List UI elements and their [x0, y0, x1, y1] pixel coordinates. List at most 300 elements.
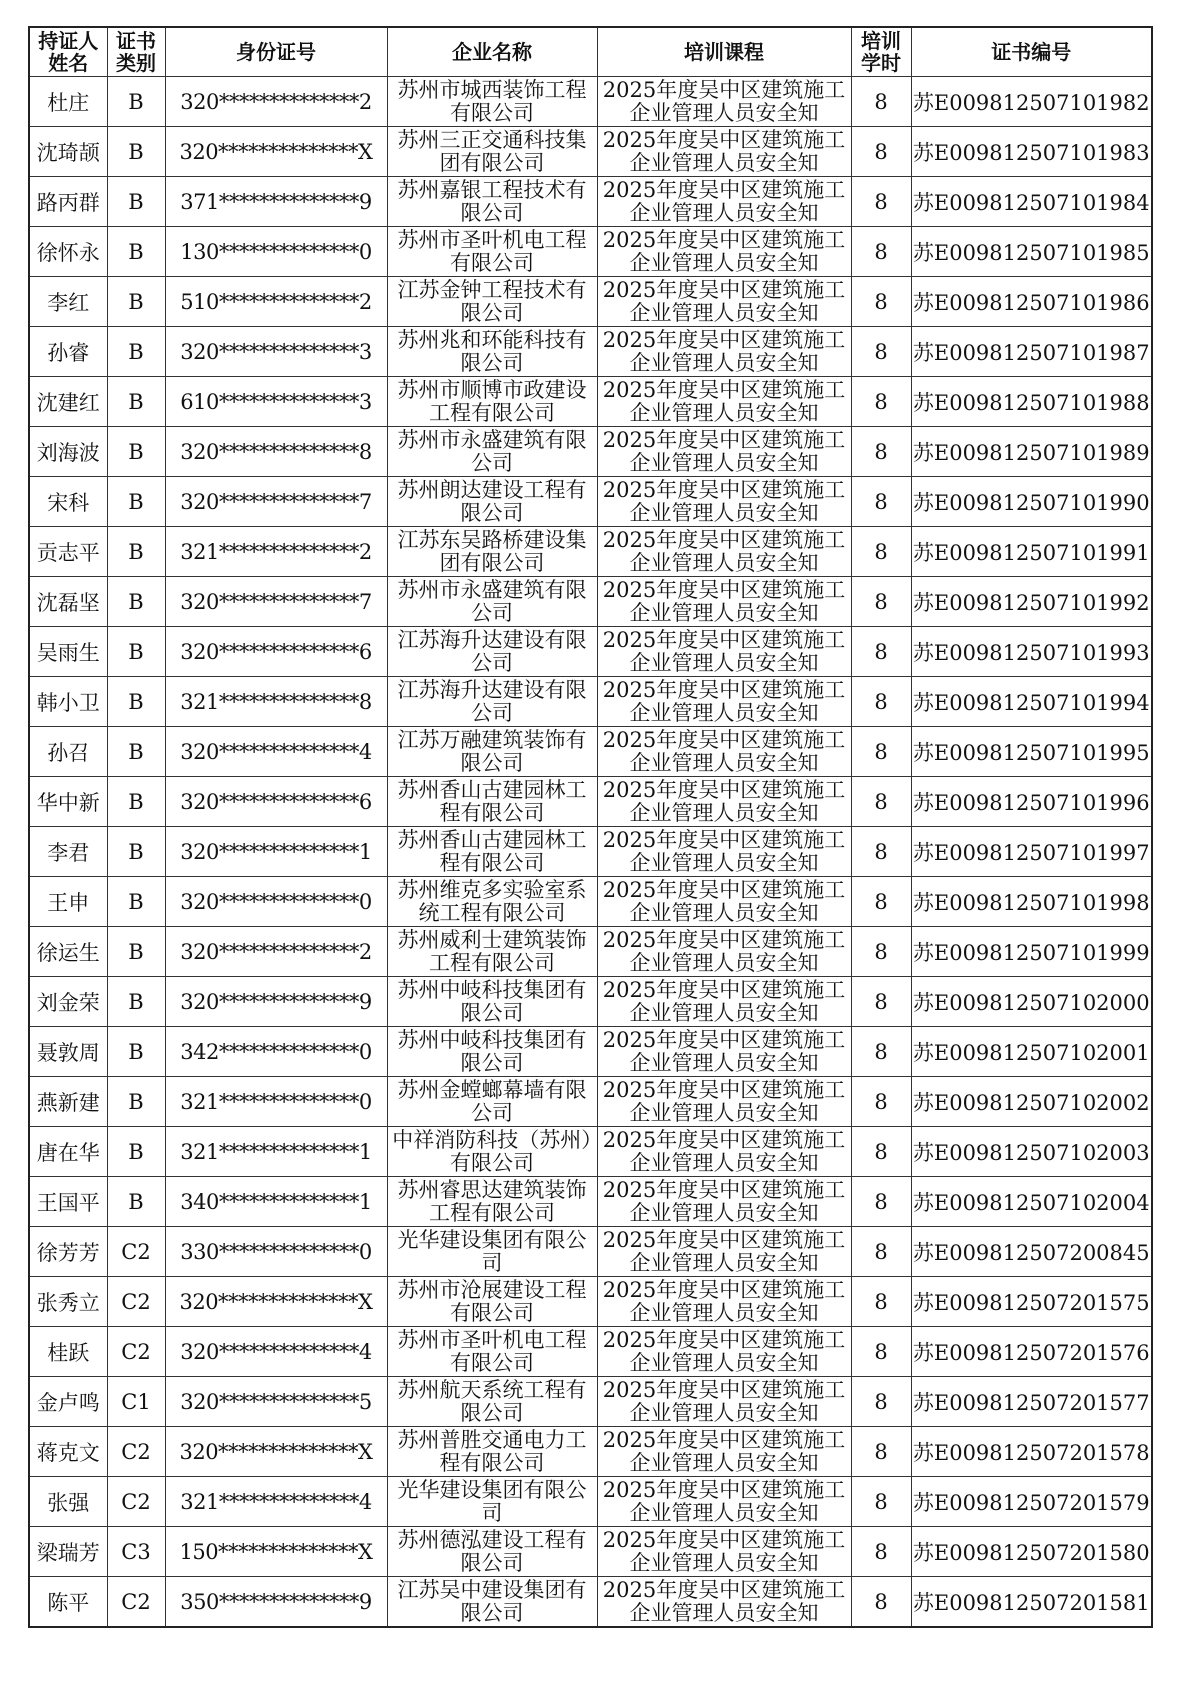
cell-hours: 8 — [851, 877, 911, 927]
cell-cert-number: 苏E009812507201580 — [911, 1527, 1152, 1577]
cell-course-text: 2025年度吴中区建筑施工企业管理人员安全知 — [602, 378, 846, 425]
cell-category: B — [107, 1127, 165, 1177]
cell-company-text: 江苏万融建筑装饰有限公司 — [397, 728, 587, 775]
cell-category: B — [107, 77, 165, 127]
cell-course — [597, 77, 851, 127]
cell-name: 王国平 — [29, 1177, 107, 1227]
cell-company — [387, 327, 597, 377]
cell-name: 刘海波 — [29, 427, 107, 477]
cell-name: 刘金荣 — [29, 977, 107, 1027]
cell-hours: 8 — [851, 1477, 911, 1527]
header-id: 身份证号 — [165, 27, 387, 77]
cell-name: 宋科 — [29, 477, 107, 527]
cell-cert-number: 苏E009812507101986 — [911, 277, 1152, 327]
cell-category: B — [107, 627, 165, 677]
table-row — [29, 1127, 1152, 1177]
cell-cert-number: 苏E009812507200845 — [911, 1227, 1152, 1277]
cell-name: 金卢鸣 — [29, 1377, 107, 1427]
cell-id-number: 320**************6 — [165, 777, 387, 827]
cell-company-text: 苏州德泓建设工程有限公司 — [397, 1528, 587, 1575]
cell-id-number: 610**************3 — [165, 377, 387, 427]
cell-cert-number: 苏E009812507201581 — [911, 1577, 1152, 1628]
cell-cert-number: 苏E009812507101998 — [911, 877, 1152, 927]
cell-name: 桂跃 — [29, 1327, 107, 1377]
table-row — [29, 627, 1152, 677]
cell-cert-number: 苏E009812507201575 — [911, 1277, 1152, 1327]
cell-id-number: 321**************1 — [165, 1127, 387, 1177]
cell-company — [387, 927, 597, 977]
cell-name: 孙睿 — [29, 327, 107, 377]
cell-cert-number: 苏E009812507102001 — [911, 1027, 1152, 1077]
cell-hours: 8 — [851, 977, 911, 1027]
cell-category: C2 — [107, 1577, 165, 1628]
cell-cert-number: 苏E009812507201576 — [911, 1327, 1152, 1377]
cell-name: 王申 — [29, 877, 107, 927]
cell-company-text: 光华建设集团有限公司 — [397, 1228, 587, 1275]
cell-id-number: 371**************9 — [165, 177, 387, 227]
cell-id-number: 320**************X — [165, 127, 387, 177]
cell-course-text: 2025年度吴中区建筑施工企业管理人员安全知 — [602, 778, 846, 825]
cell-company — [387, 1427, 597, 1477]
cell-course-text: 2025年度吴中区建筑施工企业管理人员安全知 — [602, 728, 846, 775]
cell-category: C2 — [107, 1477, 165, 1527]
table-row — [29, 477, 1152, 527]
header-hours: 培训学时 — [851, 27, 911, 77]
cell-hours: 8 — [851, 377, 911, 427]
cell-id-number: 320**************2 — [165, 927, 387, 977]
cell-course — [597, 1027, 851, 1077]
cell-hours: 8 — [851, 327, 911, 377]
cell-course — [597, 177, 851, 227]
cell-company-text: 苏州市城西装饰工程有限公司 — [397, 78, 587, 125]
cell-course — [597, 1477, 851, 1527]
cell-cert-number: 苏E009812507101991 — [911, 527, 1152, 577]
cell-company-text: 苏州市永盛建筑有限公司 — [397, 578, 587, 625]
cell-name: 华中新 — [29, 777, 107, 827]
cell-category: B — [107, 277, 165, 327]
cell-company — [387, 727, 597, 777]
cell-id-number: 320**************5 — [165, 1377, 387, 1427]
cell-company-text: 江苏金钟工程技术有限公司 — [397, 278, 587, 325]
cell-course — [597, 1377, 851, 1427]
cell-hours: 8 — [851, 77, 911, 127]
table-row — [29, 777, 1152, 827]
cell-category: B — [107, 1077, 165, 1127]
cell-id-number: 340**************1 — [165, 1177, 387, 1227]
cell-company-text: 江苏海升达建设有限公司 — [397, 678, 587, 725]
cell-company-text: 苏州市圣叶机电工程有限公司 — [397, 1328, 587, 1375]
cell-id-number: 130**************0 — [165, 227, 387, 277]
cell-category: B — [107, 877, 165, 927]
cell-name: 蒋克文 — [29, 1427, 107, 1477]
header-cert-no: 证书编号 — [911, 27, 1152, 77]
cell-name: 贡志平 — [29, 527, 107, 577]
table-row — [29, 1477, 1152, 1527]
cell-company-text: 苏州市永盛建筑有限公司 — [397, 428, 587, 475]
cell-company — [387, 477, 597, 527]
table-row — [29, 877, 1152, 927]
table-row — [29, 727, 1152, 777]
cell-hours: 8 — [851, 677, 911, 727]
cell-course — [597, 627, 851, 677]
cell-cert-number: 苏E009812507101985 — [911, 227, 1152, 277]
cell-name: 徐芳芳 — [29, 1227, 107, 1277]
cell-course-text: 2025年度吴中区建筑施工企业管理人员安全知 — [602, 78, 846, 125]
cell-course — [597, 677, 851, 727]
cell-category: C2 — [107, 1277, 165, 1327]
cell-hours: 8 — [851, 477, 911, 527]
cell-id-number: 320**************3 — [165, 327, 387, 377]
cell-cert-number: 苏E009812507101996 — [911, 777, 1152, 827]
table-row — [29, 1327, 1152, 1377]
cell-company — [387, 677, 597, 727]
table-row — [29, 277, 1152, 327]
cell-name: 张强 — [29, 1477, 107, 1527]
cell-category: B — [107, 377, 165, 427]
table-row — [29, 377, 1152, 427]
cell-cert-number: 苏E009812507101982 — [911, 77, 1152, 127]
cell-cert-number: 苏E009812507101987 — [911, 327, 1152, 377]
cell-name: 韩小卫 — [29, 677, 107, 727]
cell-category: C2 — [107, 1227, 165, 1277]
cell-id-number: 321**************2 — [165, 527, 387, 577]
cell-course-text: 2025年度吴中区建筑施工企业管理人员安全知 — [602, 1228, 846, 1275]
cell-cert-number: 苏E009812507102000 — [911, 977, 1152, 1027]
cell-id-number: 320**************7 — [165, 577, 387, 627]
cell-id-number: 321**************0 — [165, 1077, 387, 1127]
cell-course-text: 2025年度吴中区建筑施工企业管理人员安全知 — [602, 228, 846, 275]
cell-name: 梁瑞芳 — [29, 1527, 107, 1577]
cell-hours: 8 — [851, 1427, 911, 1477]
cell-course-text: 2025年度吴中区建筑施工企业管理人员安全知 — [602, 1578, 846, 1625]
cell-course — [597, 127, 851, 177]
cell-course — [597, 577, 851, 627]
table-row — [29, 677, 1152, 727]
cell-course-text: 2025年度吴中区建筑施工企业管理人员安全知 — [602, 1528, 846, 1575]
cell-id-number: 320**************4 — [165, 727, 387, 777]
cell-id-number: 320**************8 — [165, 427, 387, 477]
cell-company — [387, 627, 597, 677]
cell-id-number: 330**************0 — [165, 1227, 387, 1277]
cell-name: 徐运生 — [29, 927, 107, 977]
cell-course — [597, 727, 851, 777]
cell-course — [597, 527, 851, 577]
cell-course-text: 2025年度吴中区建筑施工企业管理人员安全知 — [602, 828, 846, 875]
table-row — [29, 427, 1152, 477]
cell-hours: 8 — [851, 527, 911, 577]
cell-id-number: 320**************6 — [165, 627, 387, 677]
cell-category: B — [107, 927, 165, 977]
cell-hours: 8 — [851, 1377, 911, 1427]
cell-company — [387, 1027, 597, 1077]
cell-name: 吴雨生 — [29, 627, 107, 677]
cell-company — [387, 1327, 597, 1377]
cell-course-text: 2025年度吴中区建筑施工企业管理人员安全知 — [602, 128, 846, 175]
cell-category: B — [107, 477, 165, 527]
cell-cert-number: 苏E009812507201577 — [911, 1377, 1152, 1427]
cell-course — [597, 427, 851, 477]
cell-hours: 8 — [851, 727, 911, 777]
cell-course — [597, 1177, 851, 1227]
cell-cert-number: 苏E009812507101995 — [911, 727, 1152, 777]
cell-company-text: 苏州维克多实验室系统工程有限公司 — [397, 878, 587, 925]
cell-course — [597, 1277, 851, 1327]
cell-course — [597, 277, 851, 327]
cell-company — [387, 77, 597, 127]
cell-company-text: 苏州香山古建园林工程有限公司 — [397, 828, 587, 875]
cell-company — [387, 427, 597, 477]
cell-name: 徐怀永 — [29, 227, 107, 277]
cell-id-number: 342**************0 — [165, 1027, 387, 1077]
cell-company-text: 苏州中岐科技集团有限公司 — [397, 978, 587, 1025]
cell-company — [387, 527, 597, 577]
cell-course — [597, 927, 851, 977]
cell-course — [597, 227, 851, 277]
cell-id-number: 320**************0 — [165, 877, 387, 927]
cell-course-text: 2025年度吴中区建筑施工企业管理人员安全知 — [602, 1178, 846, 1225]
cell-company — [387, 227, 597, 277]
cell-id-number: 320**************X — [165, 1427, 387, 1477]
table-row — [29, 1577, 1152, 1628]
cell-id-number: 150**************X — [165, 1527, 387, 1577]
cell-name: 燕新建 — [29, 1077, 107, 1127]
cell-company — [387, 377, 597, 427]
cell-company-text: 苏州威利士建筑装饰工程有限公司 — [397, 928, 587, 975]
cell-name: 唐在华 — [29, 1127, 107, 1177]
cell-id-number: 320**************X — [165, 1277, 387, 1327]
cell-cert-number: 苏E009812507101989 — [911, 427, 1152, 477]
cell-category: B — [107, 127, 165, 177]
cell-hours: 8 — [851, 1177, 911, 1227]
cell-company-text: 苏州普胜交通电力工程有限公司 — [397, 1428, 587, 1475]
cell-cert-number: 苏E009812507101983 — [911, 127, 1152, 177]
table-row — [29, 977, 1152, 1027]
cell-course-text: 2025年度吴中区建筑施工企业管理人员安全知 — [602, 278, 846, 325]
certificate-table — [28, 26, 1153, 1628]
cell-course — [597, 1077, 851, 1127]
cell-course — [597, 1577, 851, 1628]
cell-course — [597, 1427, 851, 1477]
cell-course-text: 2025年度吴中区建筑施工企业管理人员安全知 — [602, 678, 846, 725]
cell-course-text: 2025年度吴中区建筑施工企业管理人员安全知 — [602, 1078, 846, 1125]
cell-course-text: 2025年度吴中区建筑施工企业管理人员安全知 — [602, 878, 846, 925]
cell-course-text: 2025年度吴中区建筑施工企业管理人员安全知 — [602, 628, 846, 675]
cell-name: 聂敦周 — [29, 1027, 107, 1077]
cell-course-text: 2025年度吴中区建筑施工企业管理人员安全知 — [602, 1478, 846, 1525]
cell-course — [597, 1127, 851, 1177]
cell-company — [387, 1377, 597, 1427]
cell-company-text: 苏州朗达建设工程有限公司 — [397, 478, 587, 525]
cell-name: 李红 — [29, 277, 107, 327]
cell-course-text: 2025年度吴中区建筑施工企业管理人员安全知 — [602, 528, 846, 575]
table-row — [29, 227, 1152, 277]
cell-category: B — [107, 577, 165, 627]
cell-id-number: 320**************2 — [165, 77, 387, 127]
cell-company — [387, 1577, 597, 1628]
table-row — [29, 177, 1152, 227]
cell-company — [387, 177, 597, 227]
cell-course-text: 2025年度吴中区建筑施工企业管理人员安全知 — [602, 978, 846, 1025]
cell-cert-number: 苏E009812507101990 — [911, 477, 1152, 527]
cell-hours: 8 — [851, 577, 911, 627]
table-row — [29, 1277, 1152, 1327]
cell-cert-number: 苏E009812507101997 — [911, 827, 1152, 877]
cell-company — [387, 827, 597, 877]
cell-hours: 8 — [851, 927, 911, 977]
cell-course-text: 2025年度吴中区建筑施工企业管理人员安全知 — [602, 1428, 846, 1475]
cell-hours: 8 — [851, 177, 911, 227]
cell-course — [597, 977, 851, 1027]
cell-company — [387, 1227, 597, 1277]
cell-category: B — [107, 777, 165, 827]
table-row — [29, 327, 1152, 377]
cell-category: B — [107, 1027, 165, 1077]
cell-cert-number: 苏E009812507101994 — [911, 677, 1152, 727]
cell-name: 张秀立 — [29, 1277, 107, 1327]
cell-company-text: 苏州三正交通科技集团有限公司 — [397, 128, 587, 175]
cell-cert-number: 苏E009812507101984 — [911, 177, 1152, 227]
cell-name: 沈琦颉 — [29, 127, 107, 177]
cell-category: C2 — [107, 1427, 165, 1477]
cell-company-text: 江苏东吴路桥建设集团有限公司 — [397, 528, 587, 575]
cell-name: 路丙群 — [29, 177, 107, 227]
cell-course-text: 2025年度吴中区建筑施工企业管理人员安全知 — [602, 178, 846, 225]
cell-company-text: 苏州金螳螂幕墙有限公司 — [397, 1078, 587, 1125]
table-row — [29, 1427, 1152, 1477]
table-row — [29, 127, 1152, 177]
cell-course-text: 2025年度吴中区建筑施工企业管理人员安全知 — [602, 1328, 846, 1375]
cell-hours: 8 — [851, 1327, 911, 1377]
cell-category: B — [107, 177, 165, 227]
table-row — [29, 1077, 1152, 1127]
cell-course-text: 2025年度吴中区建筑施工企业管理人员安全知 — [602, 1028, 846, 1075]
cell-category: C1 — [107, 1377, 165, 1427]
cell-course-text: 2025年度吴中区建筑施工企业管理人员安全知 — [602, 928, 846, 975]
cell-company-text: 苏州兆和环能科技有限公司 — [397, 328, 587, 375]
cell-name: 沈磊坚 — [29, 577, 107, 627]
cell-cert-number: 苏E009812507101993 — [911, 627, 1152, 677]
cell-id-number: 321**************8 — [165, 677, 387, 727]
cell-hours: 8 — [851, 427, 911, 477]
cell-id-number: 321**************4 — [165, 1477, 387, 1527]
table-row — [29, 827, 1152, 877]
header-category: 证书类别 — [107, 27, 165, 77]
cell-course — [597, 1527, 851, 1577]
cell-company-text: 苏州嘉银工程技术有限公司 — [397, 178, 587, 225]
cell-hours: 8 — [851, 127, 911, 177]
header-course: 培训课程 — [597, 27, 851, 77]
cell-company-text: 苏州中岐科技集团有限公司 — [397, 1028, 587, 1075]
cell-cert-number: 苏E009812507201579 — [911, 1477, 1152, 1527]
cell-category: B — [107, 527, 165, 577]
cell-category: C2 — [107, 1327, 165, 1377]
table-row — [29, 1377, 1152, 1427]
table-header-row — [29, 27, 1152, 77]
cell-hours: 8 — [851, 1277, 911, 1327]
cell-name: 陈平 — [29, 1577, 107, 1628]
cell-hours: 8 — [851, 227, 911, 277]
cell-course-text: 2025年度吴中区建筑施工企业管理人员安全知 — [602, 328, 846, 375]
cell-course — [597, 877, 851, 927]
cell-cert-number: 苏E009812507102002 — [911, 1077, 1152, 1127]
cell-company-text: 苏州航天系统工程有限公司 — [397, 1378, 587, 1425]
cell-course — [597, 1327, 851, 1377]
cell-course-text: 2025年度吴中区建筑施工企业管理人员安全知 — [602, 478, 846, 525]
cell-category: B — [107, 227, 165, 277]
cell-company-text: 苏州市圣叶机电工程有限公司 — [397, 228, 587, 275]
cell-category: C3 — [107, 1527, 165, 1577]
table-row — [29, 1177, 1152, 1227]
cell-company — [387, 1127, 597, 1177]
cell-name: 沈建红 — [29, 377, 107, 427]
cell-company — [387, 777, 597, 827]
cell-hours: 8 — [851, 277, 911, 327]
cell-company — [387, 1277, 597, 1327]
cell-company-text: 苏州睿思达建筑装饰工程有限公司 — [397, 1178, 587, 1225]
cell-course — [597, 1227, 851, 1277]
cell-course — [597, 477, 851, 527]
cell-name: 孙召 — [29, 727, 107, 777]
cell-company-text: 苏州市沧展建设工程有限公司 — [397, 1278, 587, 1325]
cell-course-text: 2025年度吴中区建筑施工企业管理人员安全知 — [602, 578, 846, 625]
cell-course-text: 2025年度吴中区建筑施工企业管理人员安全知 — [602, 428, 846, 475]
table-row — [29, 527, 1152, 577]
cell-category: B — [107, 1177, 165, 1227]
cell-course — [597, 777, 851, 827]
cell-category: B — [107, 677, 165, 727]
cell-name: 杜庄 — [29, 77, 107, 127]
cell-company-text: 江苏吴中建设集团有限公司 — [397, 1578, 587, 1625]
cell-hours: 8 — [851, 1027, 911, 1077]
cell-hours: 8 — [851, 777, 911, 827]
cell-company — [387, 1477, 597, 1527]
table-row — [29, 1527, 1152, 1577]
cell-cert-number: 苏E009812507102004 — [911, 1177, 1152, 1227]
table-row — [29, 77, 1152, 127]
cell-id-number: 350**************9 — [165, 1577, 387, 1628]
cell-cert-number: 苏E009812507101992 — [911, 577, 1152, 627]
cell-category: B — [107, 327, 165, 377]
cell-company-text: 苏州市顺博市政建设工程有限公司 — [397, 378, 587, 425]
cell-id-number: 320**************4 — [165, 1327, 387, 1377]
cell-company-text: 光华建设集团有限公司 — [397, 1478, 587, 1525]
cell-id-number: 320**************7 — [165, 477, 387, 527]
cell-name: 李君 — [29, 827, 107, 877]
table-row — [29, 927, 1152, 977]
cell-cert-number: 苏E009812507201578 — [911, 1427, 1152, 1477]
cell-category: B — [107, 827, 165, 877]
header-company: 企业名称 — [387, 27, 597, 77]
cell-hours: 8 — [851, 1577, 911, 1628]
cell-id-number: 320**************1 — [165, 827, 387, 877]
cell-course-text: 2025年度吴中区建筑施工企业管理人员安全知 — [602, 1278, 846, 1325]
header-name: 持证人姓名 — [29, 27, 107, 77]
cell-course-text: 2025年度吴中区建筑施工企业管理人员安全知 — [602, 1378, 846, 1425]
cell-course-text: 2025年度吴中区建筑施工企业管理人员安全知 — [602, 1128, 846, 1175]
cell-cert-number: 苏E009812507101999 — [911, 927, 1152, 977]
cell-hours: 8 — [851, 1127, 911, 1177]
cell-company — [387, 1077, 597, 1127]
cell-cert-number: 苏E009812507102003 — [911, 1127, 1152, 1177]
cell-id-number: 510**************2 — [165, 277, 387, 327]
cell-hours: 8 — [851, 627, 911, 677]
table-row — [29, 1227, 1152, 1277]
cell-id-number: 320**************9 — [165, 977, 387, 1027]
cell-company — [387, 877, 597, 927]
cell-company — [387, 1527, 597, 1577]
cell-cert-number: 苏E009812507101988 — [911, 377, 1152, 427]
cell-company — [387, 977, 597, 1027]
